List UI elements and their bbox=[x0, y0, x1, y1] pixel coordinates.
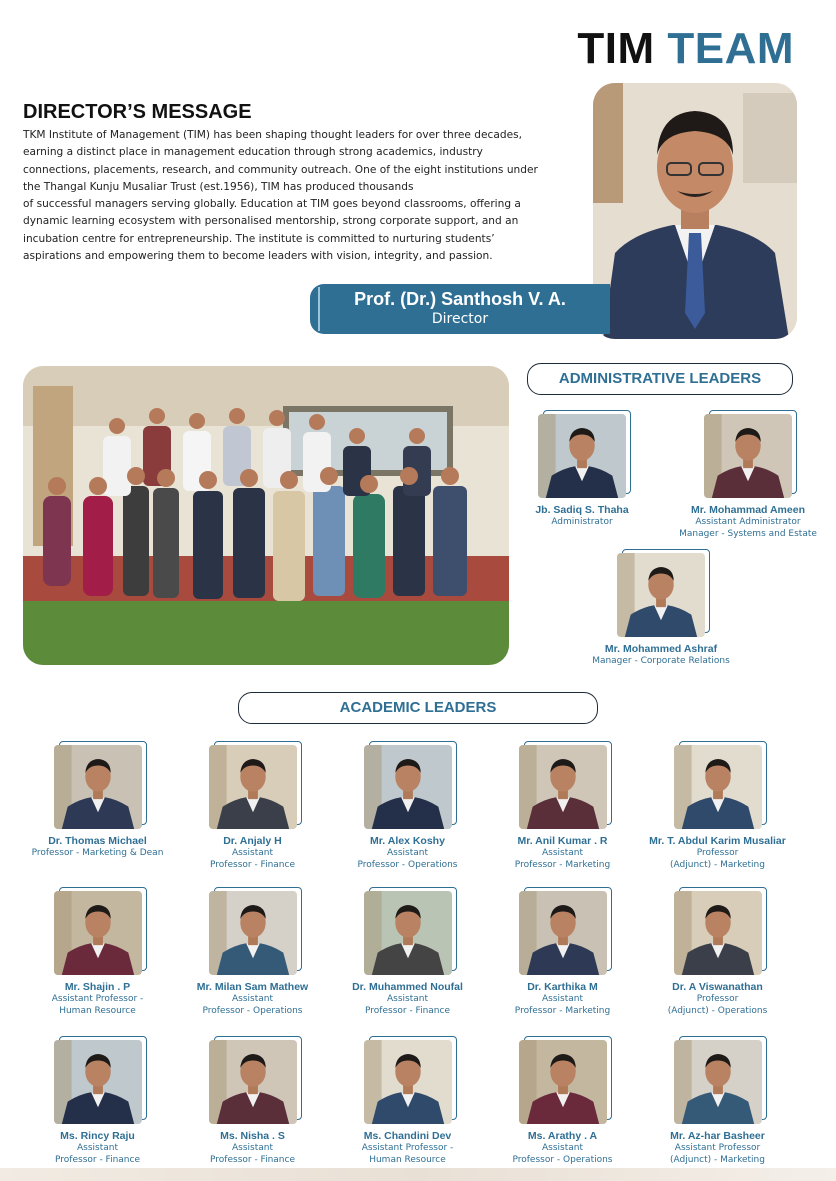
portrait-photo bbox=[617, 553, 705, 637]
portrait-photo bbox=[674, 891, 762, 975]
leader-role: Human Resource bbox=[369, 1155, 446, 1165]
leader-portrait bbox=[54, 745, 142, 829]
leader-role: Professor - Finance bbox=[210, 860, 295, 870]
portrait-photo bbox=[538, 414, 626, 498]
leader-name: Ms. Nisha . S bbox=[220, 1130, 285, 1142]
portrait-photo bbox=[54, 745, 142, 829]
leader-role: (Adjunct) - Marketing bbox=[670, 860, 765, 870]
director-name: Prof. (Dr.) Santhosh V. A. bbox=[354, 289, 566, 309]
leader-card bbox=[330, 745, 485, 871]
leader-role: Professor - Marketing bbox=[514, 860, 611, 870]
leader-card bbox=[640, 745, 795, 871]
leader-card bbox=[485, 1040, 640, 1166]
leader-role: Professor - Operations bbox=[357, 860, 458, 870]
leader-role: Professor - Finance bbox=[55, 1155, 140, 1165]
leader-name: Mr. Mohammed Ashraf bbox=[604, 643, 718, 655]
leader-portrait bbox=[674, 891, 762, 975]
leader-portrait bbox=[364, 891, 452, 975]
leader-name: Jb. Sadiq S. Thaha bbox=[535, 504, 629, 516]
leader-role: Assistant Professor bbox=[674, 1143, 761, 1153]
leader-card bbox=[175, 745, 330, 871]
leader-role: Human Resource bbox=[59, 1006, 136, 1016]
message-line: TKM Institute of Management (TIM) has been shaping thought leaders for over three decades, bbox=[23, 129, 522, 141]
leader-portrait bbox=[519, 1040, 607, 1124]
leader-name: Mr. Az-har Basheer bbox=[670, 1130, 765, 1142]
portrait-photo bbox=[209, 1040, 297, 1124]
ribbon-accent-line bbox=[318, 287, 320, 331]
leader-card bbox=[20, 745, 175, 859]
leader-name: Mr. Anil Kumar . R bbox=[517, 835, 608, 847]
portrait-photo bbox=[519, 891, 607, 975]
leader-card bbox=[20, 1040, 175, 1166]
portrait-photo bbox=[54, 1040, 142, 1124]
leader-role: (Adjunct) - Marketing bbox=[670, 1155, 765, 1165]
leader-name: Mr. Mohammad Ameen bbox=[691, 504, 805, 516]
leader-card bbox=[668, 414, 828, 540]
leader-name: Dr. Karthika M bbox=[527, 981, 598, 993]
leader-card bbox=[330, 891, 485, 1017]
portrait-photo bbox=[209, 745, 297, 829]
leader-card bbox=[640, 1040, 795, 1166]
leader-card bbox=[512, 414, 652, 528]
leader-portrait bbox=[209, 1040, 297, 1124]
leader-portrait bbox=[54, 1040, 142, 1124]
leader-portrait bbox=[674, 745, 762, 829]
leader-portrait bbox=[209, 745, 297, 829]
administrative-leaders-heading: ADMINISTRATIVE LEADERS bbox=[527, 363, 793, 395]
directors-message-heading: DIRECTOR’S MESSAGE bbox=[23, 101, 252, 123]
title-word-team: TEAM bbox=[667, 24, 794, 73]
leader-card bbox=[175, 1040, 330, 1166]
portrait-photo bbox=[674, 1040, 762, 1124]
leader-role: Professor - Marketing & Dean bbox=[31, 848, 164, 858]
portrait-photo bbox=[519, 745, 607, 829]
director-name-ribbon bbox=[310, 284, 610, 334]
leader-role: Professor - Finance bbox=[365, 1006, 450, 1016]
message-line: connections, placements, research, and community outreach. One of the eight institutions under bbox=[23, 163, 538, 176]
footer-band bbox=[0, 1168, 836, 1181]
leader-name: Ms. Rincy Raju bbox=[60, 1130, 135, 1142]
leader-role: Assistant bbox=[541, 1143, 583, 1153]
message-line: incubation centre for entrepreneurship. The institute is committed to nurturing students’ bbox=[23, 232, 495, 245]
leader-role: Manager - Systems and Estate bbox=[679, 529, 817, 539]
leader-name: Ms. Chandini Dev bbox=[363, 1130, 452, 1142]
message-line: aspirations and empowering them to become leaders with vision, integrity, and passion. bbox=[23, 250, 493, 263]
leader-name: Mr. T. Abdul Karim Musaliar bbox=[649, 835, 786, 847]
portrait-photo bbox=[54, 891, 142, 975]
leader-card bbox=[485, 891, 640, 1017]
director-role: Director bbox=[431, 311, 489, 327]
leader-portrait bbox=[54, 891, 142, 975]
leader-portrait bbox=[364, 745, 452, 829]
leader-portrait bbox=[704, 414, 792, 498]
message-line: dynamic learning ecosystem with personalised mentorship, strong corporate support, and an bbox=[23, 215, 519, 228]
leader-name: Dr. Anjaly H bbox=[223, 835, 282, 847]
leader-card bbox=[175, 891, 330, 1017]
message-line: of successful managers serving globally. Education at TIM goes beyond classrooms, offering a bbox=[23, 198, 521, 211]
leader-role: Professor bbox=[696, 848, 739, 858]
leader-portrait bbox=[364, 1040, 452, 1124]
leader-role: Assistant bbox=[231, 848, 273, 858]
portrait-photo bbox=[364, 891, 452, 975]
leader-role: Assistant bbox=[386, 848, 428, 858]
leader-role: Professor - Operations bbox=[202, 1006, 303, 1016]
leader-name: Dr. Muhammed Noufal bbox=[352, 981, 463, 993]
leader-name: Mr. Milan Sam Mathew bbox=[196, 981, 309, 993]
leader-role: Assistant bbox=[386, 994, 428, 1004]
leader-card bbox=[485, 745, 640, 871]
message-line: the Thangal Kunju Musaliar Trust (est.1956), TIM has produced thousands bbox=[23, 180, 414, 193]
leader-card bbox=[640, 891, 795, 1017]
leader-card bbox=[20, 891, 175, 1017]
leader-card bbox=[566, 553, 756, 667]
page-title bbox=[577, 24, 794, 74]
leader-role: Assistant bbox=[541, 994, 583, 1004]
leader-name: Dr. Thomas Michael bbox=[48, 835, 147, 847]
portrait-photo bbox=[209, 891, 297, 975]
leader-role: Assistant Professor - bbox=[361, 1143, 454, 1153]
leader-portrait bbox=[617, 553, 705, 637]
leader-role: Professor bbox=[696, 994, 739, 1004]
director-photo bbox=[593, 83, 797, 339]
leader-name: Dr. A Viswanathan bbox=[672, 981, 763, 993]
portrait-photo bbox=[519, 1040, 607, 1124]
leader-portrait bbox=[209, 891, 297, 975]
portrait-photo bbox=[364, 745, 452, 829]
leader-role: Professor - Operations bbox=[512, 1155, 613, 1165]
academic-leaders-heading: ACADEMIC LEADERS bbox=[238, 692, 598, 724]
leader-portrait bbox=[674, 1040, 762, 1124]
leader-portrait bbox=[538, 414, 626, 498]
portrait-photo bbox=[704, 414, 792, 498]
leader-portrait bbox=[519, 891, 607, 975]
title-word-tim: TIM bbox=[577, 24, 655, 73]
leader-role: Professor - Marketing bbox=[514, 1006, 611, 1016]
leader-name: Mr. Alex Koshy bbox=[370, 835, 445, 847]
leader-role: Professor - Finance bbox=[210, 1155, 295, 1165]
leader-role: Administrator bbox=[551, 517, 613, 527]
leader-name: Ms. Arathy . A bbox=[527, 1130, 598, 1142]
leader-role: Assistant Administrator bbox=[695, 517, 801, 527]
leader-role: Assistant bbox=[231, 994, 273, 1004]
message-line: earning a distinct place in management education through strong academics, industry bbox=[23, 146, 483, 159]
directors-message-body bbox=[23, 127, 574, 265]
leader-name: Mr. Shajin . P bbox=[64, 981, 131, 993]
team-group-photo bbox=[23, 366, 509, 665]
leader-role: (Adjunct) - Operations bbox=[667, 1006, 768, 1016]
portrait-photo bbox=[364, 1040, 452, 1124]
leader-role: Manager - Corporate Relations bbox=[592, 656, 730, 666]
leader-card bbox=[330, 1040, 485, 1166]
leader-portrait bbox=[519, 745, 607, 829]
leader-role: Assistant bbox=[541, 848, 583, 858]
leader-role: Assistant bbox=[231, 1143, 273, 1153]
portrait-photo bbox=[674, 745, 762, 829]
leader-role: Assistant bbox=[76, 1143, 118, 1153]
leader-role: Assistant Professor - bbox=[51, 994, 144, 1004]
